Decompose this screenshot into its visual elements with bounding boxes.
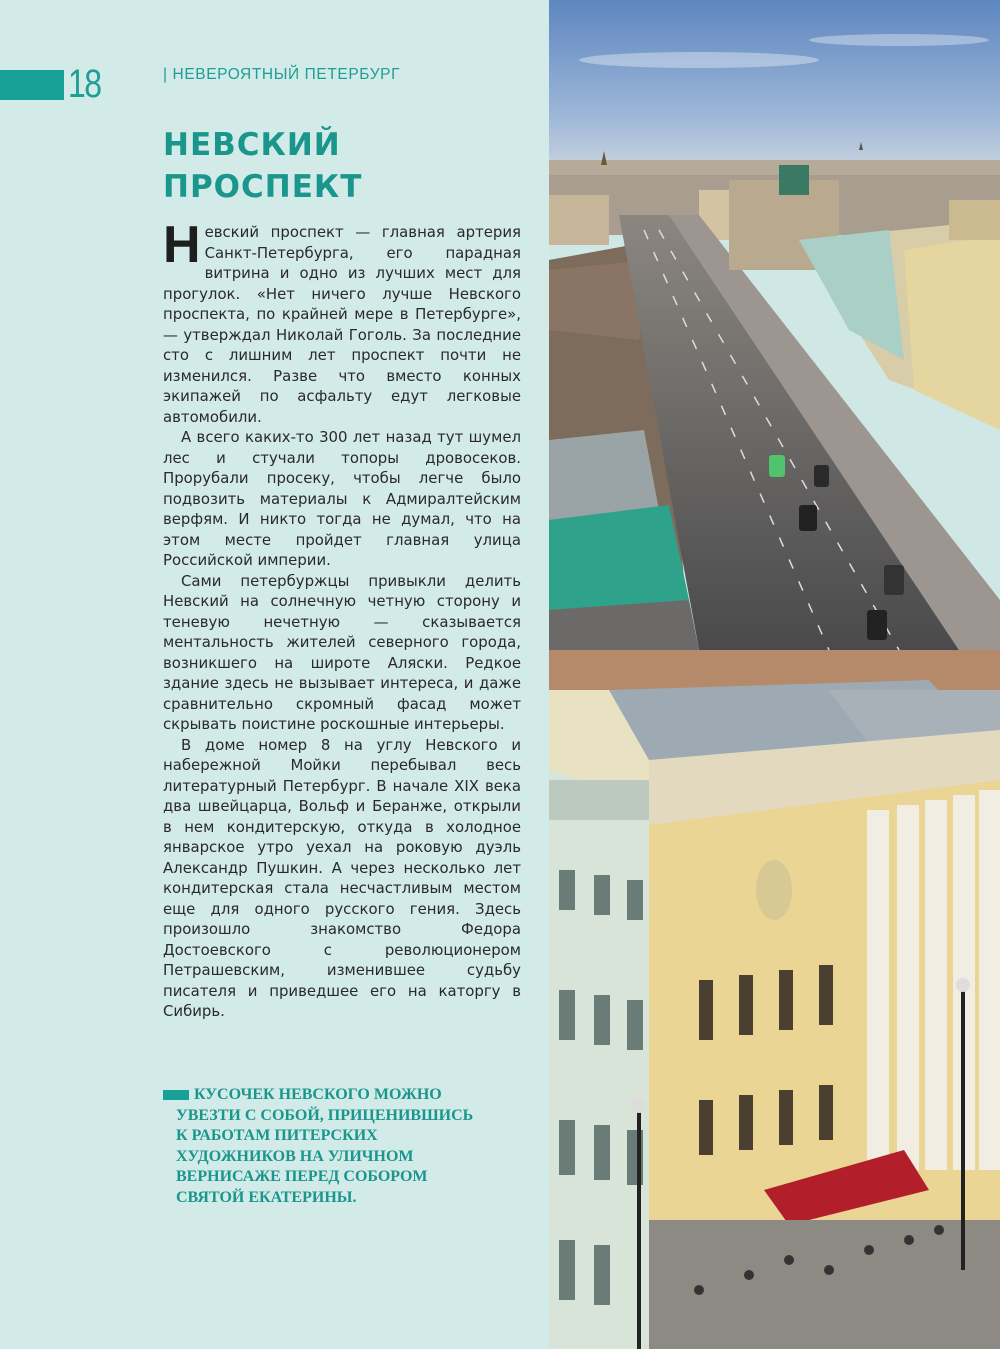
photo-nevsky-aerial: [549, 0, 1000, 650]
callout-quote: КУСОЧЕК НЕВСКОГО МОЖНО УВЕЗТИ С СОБОЙ, ПРИЦЕНИВШИСЬ К РАБОТАМ ПИТЕРСКИХ ХУДОЖНИКОВ НА УЛИЧНОМ ВЕРНИСАЖЕ ПЕРЕД СОБОРОМ СВЯТОЙ ЕКАТЕРИНЫ.: [176, 1086, 474, 1206]
page-number-bar: [0, 70, 64, 100]
paragraph-1: [163, 216, 521, 427]
article-title: [163, 124, 543, 208]
paragraph-1-text: евский проспект — главная артерия Санкт-Петербурга, его парадная витрина и одно из лучших мест для прогулок. «Нет ничего лучше Невского проспекта, по крайней мере в Петербурге», — утверждал Николай Гоголь. За последние сто с лишним лет проспект почти не изменился. Разве что вместо конных экипажей по асфальту едут легковые автомобили.: [163, 223, 521, 426]
photo-nevsky-buildings: [549, 650, 1000, 1349]
paragraph-4: В доме номер 8 на углу Невского и набережной Мойки перебывал весь литературный Петербург. В начале XIX века два швейцарца, Вольф и Беранже, открыли в нем кондитерскую, откуда в холодное январское утро уехал на роковую дуэль Александр Пушкин. А через несколько лет кондитерская стала несчастливым местом еще для одного русского гения. Здесь произошло знакомство Федора Достоевского с революционером Петрашевским, изменившее судьбу писателя и приведшее его на каторгу в Сибирь.: [163, 735, 521, 1020]
section-title: | НЕВЕРОЯТНЫЙ ПЕТЕРБУРГ: [163, 66, 401, 83]
article-body: [163, 216, 521, 1022]
article-title-line-2: ПРОСПЕКТ: [163, 169, 363, 205]
paragraph-3: Сами петербуржцы привыкли делить Невский на солнечную четную сторону и теневую нечетную — сказывается ментальность жителей северного города, возникшего на широте Аляски. Редкое здание здесь не вызывает интереса, и даже сравнительно скромный фасад может скрывать поистине роскошные интерьеры.: [163, 571, 521, 733]
article-title-line-1: НЕВСКИЙ: [163, 127, 341, 163]
drop-cap: Н: [163, 216, 201, 274]
paragraph-2: А всего каких-то 300 лет назад тут шумел лес и стучали топоры дровосеков. Прорубали просеку, чтобы легче было подвозить материалы к Адмиралтейским верфям. И никто тогда не думал, что на этом месте пройдет главная улица Российской империи.: [163, 428, 521, 569]
page-number: 18: [68, 62, 101, 106]
